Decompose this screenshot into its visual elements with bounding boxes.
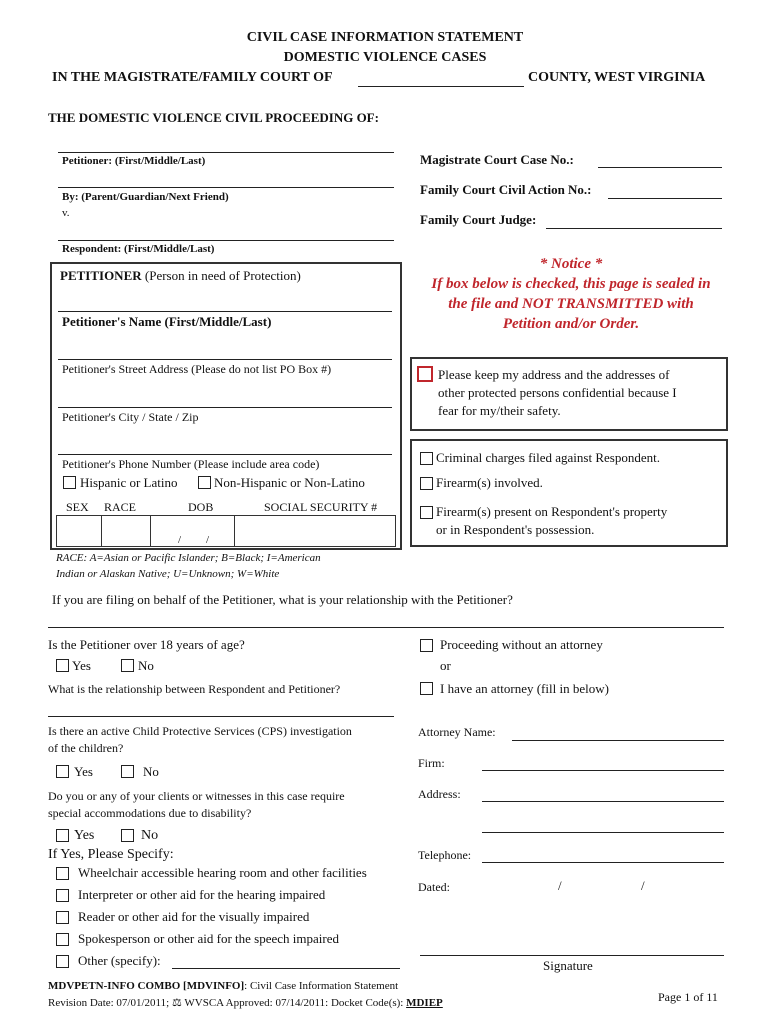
family-action-field[interactable] [608,198,722,199]
footer-revision-line [48,996,443,1009]
judge-field[interactable] [546,228,722,229]
cps-no-checkbox[interactable] [121,765,134,778]
footer-approved: WVSCA Approved: 07/14/2011: Docket Code(s): [184,997,404,1009]
disability-yes-label: Yes [74,828,95,843]
specify-label: If Yes, Please Specify: [48,847,174,862]
interpreter-label: Interpreter or other aid for the hearing impaired [78,887,326,902]
dob-cell[interactable] [150,515,235,547]
respondent-label: Respondent: (First/Middle/Last) [62,243,215,255]
firearms-involved-label: Firearm(s) involved. [436,475,543,490]
notice-title: * Notice * [539,256,603,272]
attorney-name-field[interactable] [512,740,724,741]
hispanic-label: Hispanic or Latino [80,475,178,490]
criminal-charges-label: Criminal charges filed against Respondent. [436,450,660,465]
address-label: Address: [418,787,461,801]
date-separator-2: / [641,878,645,893]
street-address-label: Petitioner's Street Address (Please do not list PO Box #) [62,362,332,376]
footer-revision: Revision Date: 07/01/2011; [48,997,170,1009]
form-title: CIVIL CASE INFORMATION STATEMENT [246,30,524,45]
petitioner-name-label: Petitioner's Name (First/Middle/Last) [62,314,272,329]
telephone-label: Telephone: [418,848,472,862]
versus-label: v. [62,207,70,219]
signature-label: Signature [543,958,593,973]
city-state-zip-field[interactable] [58,407,392,408]
notice-line-2: the file and NOT TRANSMITTED with [448,296,694,312]
spokesperson-label: Spokesperson or other aid for the speech impaired [78,931,340,946]
has-attorney-label: I have an attorney (fill in below) [440,681,609,696]
ssn-header: SOCIAL SECURITY # [264,500,378,514]
criminal-charges-checkbox[interactable] [420,452,433,465]
or-label: or [440,658,451,673]
date-separator-1: / [558,878,562,893]
other-accommodation-checkbox[interactable] [56,955,69,968]
firearms-present-line-2: or in Respondent's possession. [436,522,595,537]
over-18-question: Is the Petitioner over 18 years of age? [48,637,245,652]
proceeding-label: THE DOMESTIC VIOLENCE CIVIL PROCEEDING OF: [48,110,379,125]
notice-line-3: Petition and/or Order. [502,316,640,332]
magistrate-case-label: Magistrate Court Case No.: [420,152,574,167]
over-18-no-label: No [138,658,154,673]
firm-label: Firm: [418,756,445,770]
telephone-field[interactable] [482,862,724,863]
city-state-zip-label: Petitioner's City / State / Zip [62,410,199,424]
spokesperson-checkbox[interactable] [56,933,69,946]
cps-yes-label: Yes [74,764,93,779]
reader-label: Reader or other aid for the visually impaired [78,909,310,924]
footer-form-line [48,980,398,992]
footer-form-id: MDVPETN-INFO COMBO [MDVINFO] [48,980,245,992]
notice-line-1: If box below is checked, this page is sealed in [431,276,711,292]
family-action-label: Family Court Civil Action No.: [420,182,592,197]
form-subtitle: DOMESTIC VIOLENCE CASES [283,50,487,65]
petitioner-heading-rest: (Person in need of Protection) [144,268,301,283]
firearms-present-checkbox[interactable] [420,506,433,519]
footer-form-title: : Civil Case Information Statement [244,980,399,992]
cps-question-line-1: Is there an active Child Protective Services (CPS) investigation [48,724,352,738]
address-field-2[interactable] [482,832,724,833]
over-18-yes-checkbox[interactable] [56,659,69,672]
other-accommodation-label: Other (specify): [78,953,161,968]
respondent-field[interactable] [58,240,394,241]
signature-field[interactable] [420,955,724,956]
petitioner-heading [60,268,301,284]
race-header: RACE [104,500,137,514]
race-note-line-1: RACE: A=Asian or Pacific Islander; B=Black; I=American [56,552,321,564]
guardian-label: By: (Parent/Guardian/Next Friend) [62,191,229,203]
no-attorney-checkbox[interactable] [420,639,433,652]
interpreter-checkbox[interactable] [56,889,69,902]
firearms-present-line-1: Firearm(s) present on Respondent's property [436,504,668,519]
confidential-line-1: Please keep my address and the addresses of [438,367,670,382]
race-note-line-2: Indian or Alaskan Native; U=Unknown; W=White [56,568,280,580]
relationship-respondent-field[interactable] [48,716,394,717]
race-cell[interactable] [101,515,151,547]
guardian-field[interactable] [58,187,394,188]
disability-no-checkbox[interactable] [121,829,134,842]
firearms-involved-checkbox[interactable] [420,477,433,490]
street-address-field[interactable] [58,359,392,360]
dob-separator-1: / [178,534,182,546]
confidential-line-2: other protected persons confidential because I [438,385,677,400]
non-hispanic-checkbox[interactable] [198,476,211,489]
judge-label: Family Court Judge: [420,212,537,227]
confidential-checkbox[interactable] [417,366,433,382]
relationship-question: If you are filing on behalf of the Petitioner, what is your relationship with the Petitioner? [52,592,513,607]
ssn-cell[interactable] [234,515,396,547]
petitioner-field[interactable] [58,152,394,153]
over-18-no-checkbox[interactable] [121,659,134,672]
no-attorney-label: Proceeding without an attorney [440,637,603,652]
reader-checkbox[interactable] [56,911,69,924]
address-field-1[interactable] [482,801,724,802]
footer-docket-code: MDIEP [406,997,443,1009]
over-18-yes-label: Yes [72,658,91,673]
dob-separator-2: / [206,534,210,546]
hispanic-checkbox[interactable] [63,476,76,489]
disability-yes-checkbox[interactable] [56,829,69,842]
disability-question-line-1: Do you or any of your clients or witnesses in this case require [48,789,345,803]
attorney-name-label: Attorney Name: [418,725,496,739]
cps-question-line-2: of the children? [48,741,124,755]
page-number: Page 1 of 11 [658,990,718,1004]
county-field[interactable] [358,86,524,87]
dated-label: Dated: [418,880,450,894]
phone-label: Petitioner's Phone Number (Please include area code) [62,457,320,471]
non-hispanic-label: Non-Hispanic or Non-Latino [214,475,365,490]
court-label: IN THE MAGISTRATE/FAMILY COURT OF [52,70,333,85]
has-attorney-checkbox[interactable] [420,682,433,695]
relationship-respondent-question: What is the relationship between Respondent and Petitioner? [48,682,341,696]
cps-no-label: No [143,764,159,779]
relationship-field[interactable] [48,627,724,628]
phone-field[interactable] [58,454,392,455]
petitioner-label: Petitioner: (First/Middle/Last) [62,155,206,167]
petitioner-heading-bold: PETITIONER [60,268,142,283]
sex-header: SEX [66,500,89,514]
disability-question-line-2: special accommodations due to disability? [48,806,252,820]
disability-no-label: No [141,828,159,843]
cps-yes-checkbox[interactable] [56,765,69,778]
wheelchair-label: Wheelchair accessible hearing room and other facilities [78,865,367,880]
wheelchair-checkbox[interactable] [56,867,69,880]
dob-header: DOB [188,500,214,514]
firm-field[interactable] [482,770,724,771]
other-accommodation-field[interactable] [172,968,400,969]
magistrate-case-field[interactable] [598,167,722,168]
petitioner-name-field[interactable] [58,311,392,312]
scales-icon: ⚖ [171,997,182,1009]
confidential-line-3: fear for my/their safety. [438,403,561,418]
county-state-label: COUNTY, WEST VIRGINIA [528,70,706,85]
sex-cell[interactable] [56,515,102,547]
